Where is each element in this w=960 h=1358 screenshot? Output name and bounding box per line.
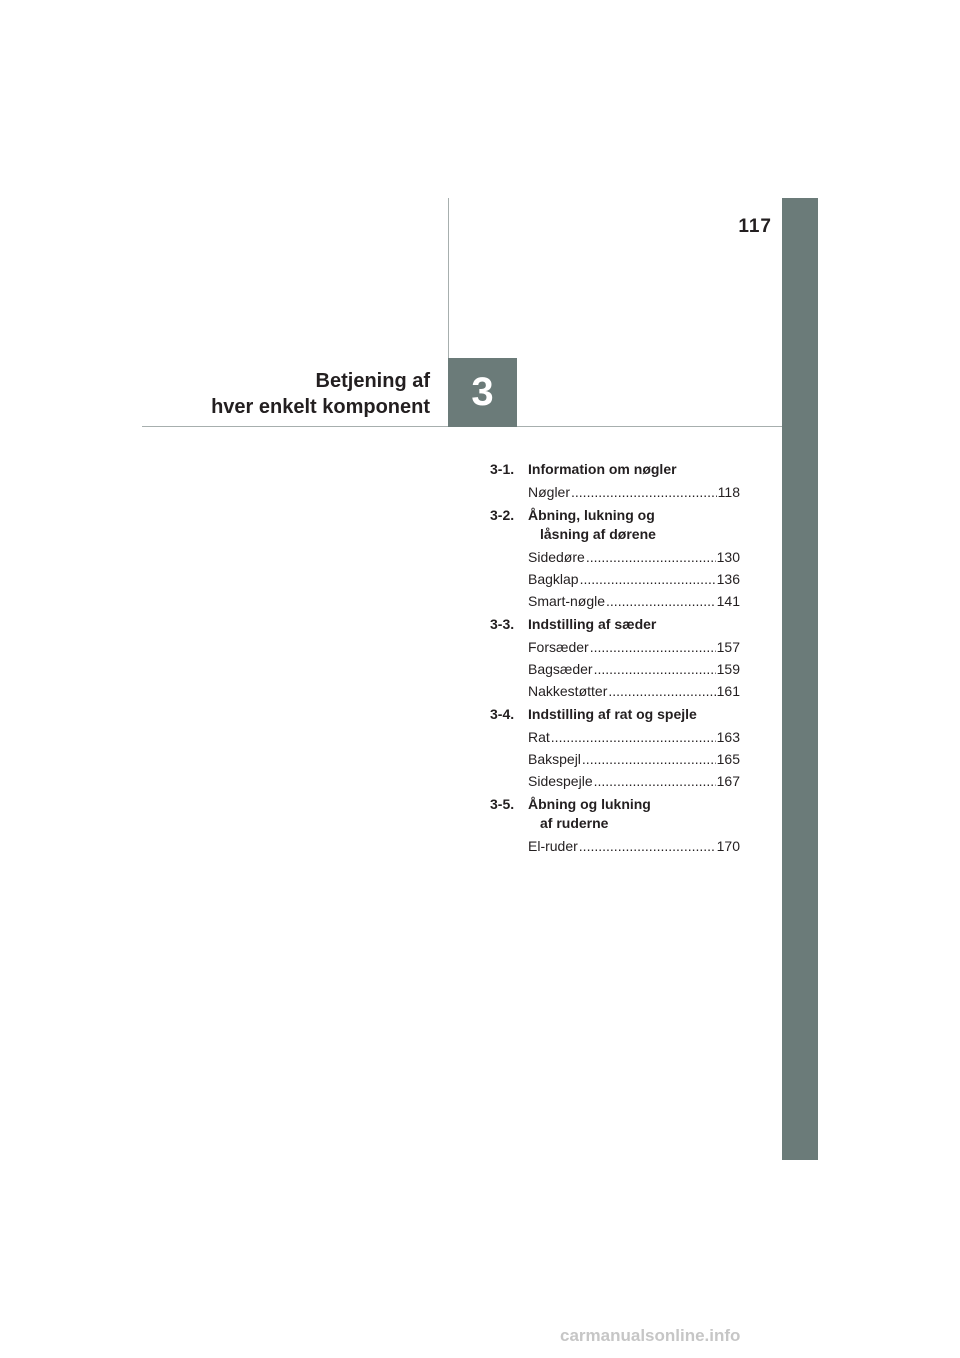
toc-entry-page: 141 (716, 593, 740, 609)
toc-entry-label: Nakkestøtter (528, 683, 608, 699)
toc-entry-page: 161 (716, 683, 740, 699)
toc-leader-dots (594, 661, 716, 677)
watermark: carmanualsonline.info (560, 1326, 741, 1345)
toc-section-title-line: af ruderne (540, 815, 609, 831)
toc-section-number: 3-2. (490, 507, 515, 523)
toc-entry-page: 165 (716, 751, 740, 767)
toc-entry-label: Forsæder (528, 639, 589, 655)
toc-section-number: 3-3. (490, 616, 515, 632)
toc-leader-dots (571, 484, 717, 500)
toc-entry[interactable] (490, 838, 740, 854)
toc-section-title-line: Åbning og lukning (528, 796, 651, 812)
toc-entry-label: Sidedøre (528, 549, 585, 565)
toc-leader-dots (582, 751, 716, 767)
toc-entry-label: Bakspejl (528, 751, 581, 767)
toc-section-title (528, 506, 740, 544)
page-number: 117 (738, 216, 772, 237)
toc-entry-page: 170 (716, 838, 740, 854)
toc-section-heading[interactable] (490, 506, 740, 544)
toc-section (490, 506, 740, 609)
toc-section-title-line: Åbning, lukning og (528, 507, 655, 523)
toc-section (490, 795, 740, 854)
toc-section-title-line: Information om nøgler (528, 461, 677, 477)
toc-entry[interactable] (490, 773, 740, 789)
toc-section-number: 3-5. (490, 796, 515, 812)
table-of-contents (490, 460, 740, 860)
toc-section-number: 3-4. (490, 706, 515, 722)
toc-section-heading[interactable] (490, 795, 740, 833)
toc-entry[interactable] (490, 751, 740, 767)
toc-entry-label: Smart-nøgle (528, 593, 606, 609)
toc-leader-dots (608, 683, 715, 699)
toc-section-title-line: Indstilling af sæder (528, 616, 657, 632)
chapter-title (211, 368, 430, 420)
toc-entry[interactable] (490, 639, 740, 655)
toc-leader-dots (551, 729, 716, 745)
toc-entry-label: Sidespejle (528, 773, 593, 789)
toc-entry-label: Bagsæder (528, 661, 593, 677)
toc-section-heading[interactable] (490, 615, 740, 634)
toc-section-title-line: låsning af dørene (540, 526, 656, 542)
toc-section-title-line: Indstilling af rat og spejle (528, 706, 697, 722)
toc-entry[interactable] (490, 661, 740, 677)
toc-section-title (528, 460, 740, 479)
toc-section-heading[interactable] (490, 460, 740, 479)
chapter-number-box (448, 358, 517, 427)
toc-section-title (528, 795, 740, 833)
toc-entry-label: Rat (528, 729, 550, 745)
toc-entry-page: 136 (716, 571, 740, 587)
toc-entry-label: Bagklap (528, 571, 579, 587)
chapter-number: 3 (471, 370, 494, 414)
toc-entry-label: Nøgler (528, 484, 571, 500)
chapter-title-line: Betjening af (315, 370, 430, 392)
toc-section-title (528, 615, 740, 634)
toc-entry[interactable] (490, 571, 740, 587)
toc-leader-dots (606, 593, 716, 609)
vertical-rule (448, 198, 449, 358)
toc-entry-page: 157 (716, 639, 740, 655)
toc-entry-page: 118 (717, 484, 740, 500)
toc-section (490, 615, 740, 699)
toc-entry[interactable] (490, 593, 740, 609)
chapter-title-line: hver enkelt komponent (211, 396, 430, 418)
toc-entry-page: 159 (716, 661, 740, 677)
toc-entry[interactable] (490, 549, 740, 565)
toc-entry[interactable] (490, 484, 740, 500)
toc-section (490, 460, 740, 500)
toc-leader-dots (579, 838, 716, 854)
toc-section-heading[interactable] (490, 705, 740, 724)
toc-leader-dots (594, 773, 716, 789)
toc-section-number: 3-1. (490, 461, 515, 477)
toc-entry[interactable] (490, 729, 740, 745)
toc-section-title (528, 705, 740, 724)
toc-leader-dots (586, 549, 716, 565)
toc-entry-page: 130 (716, 549, 740, 565)
toc-entry-page: 163 (716, 729, 740, 745)
toc-entry[interactable] (490, 683, 740, 699)
toc-entry-page: 167 (716, 773, 740, 789)
toc-entry-label: El-ruder (528, 838, 578, 854)
toc-leader-dots (590, 639, 716, 655)
chapter-side-tab (782, 198, 818, 1160)
toc-leader-dots (580, 571, 716, 587)
toc-section (490, 705, 740, 789)
